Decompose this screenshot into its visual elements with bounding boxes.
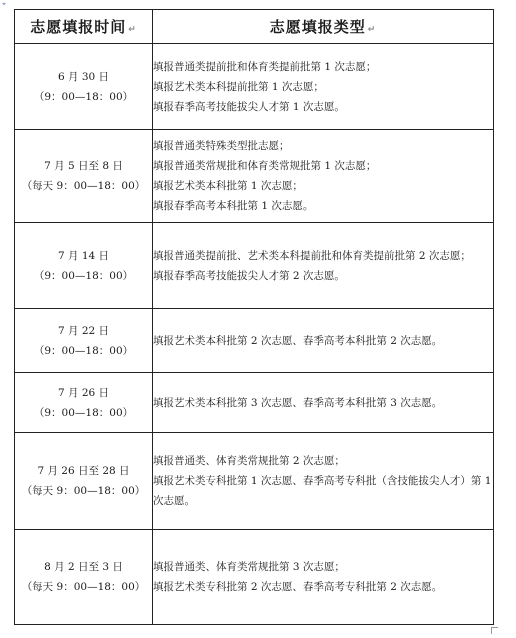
- type-cell: [153, 223, 494, 309]
- table-row: [15, 530, 494, 625]
- type-line: 填报普通类常规批和体育类常规批第 1 次志愿；: [153, 160, 377, 172]
- type-line: 填报春季高考技能拔尖人才第 1 次志愿。: [153, 100, 345, 113]
- type-cell: [153, 130, 494, 223]
- time-cell: [15, 44, 153, 130]
- hours-text: （9：00—18：00）: [33, 269, 134, 282]
- page-corner-mark: [491, 627, 498, 634]
- type-line: 填报艺术类专科批第 2 次志愿、春季高考专科批第 2 次志愿。: [153, 581, 443, 593]
- type-line: 填报春季高考技能拔尖人才第 2 次志愿。: [153, 269, 345, 282]
- date-text: 6 月 30 日: [57, 70, 110, 83]
- date-text: 7 月 5 日至 8 日: [44, 160, 123, 172]
- time-cell: [15, 309, 153, 373]
- admission-schedule-table: [14, 9, 494, 625]
- type-cell: [153, 530, 494, 625]
- hours-text: （每天 9：00—18：00）: [21, 581, 146, 593]
- hours-text: （9：00—18：00）: [33, 344, 134, 357]
- date-text: 8 月 2 日至 3 日: [44, 561, 123, 573]
- type-cell: [153, 309, 494, 373]
- table-row: [15, 130, 494, 223]
- type-cell: [153, 373, 494, 433]
- type-line: 填报艺术类本科批第 2 次志愿、春季高考本科批第 2 次志愿。: [153, 334, 443, 347]
- table-row: [15, 309, 494, 373]
- date-text: 7 月 22 日: [57, 324, 110, 337]
- type-line: 填报艺术类本科批第 1 次志愿；: [153, 180, 303, 192]
- date-text: 7 月 26 日至 28 日: [37, 465, 130, 477]
- type-line: 填报艺术类本科提前批第 1 次志愿；: [153, 80, 324, 93]
- time-cell: [15, 433, 153, 530]
- type-cell: [153, 433, 494, 530]
- table-header-row: [15, 10, 494, 44]
- type-line: 填报普通类提前批、艺术类本科提前批和体育类提前批第 2 次志愿；: [153, 249, 471, 262]
- hours-text: （每天 9：00—18：00）: [21, 485, 146, 497]
- hours-text: （9：00—18：00）: [33, 406, 134, 419]
- time-cell: [15, 530, 153, 625]
- type-line: 填报普通类、体育类常规批第 2 次志愿；: [153, 455, 345, 467]
- table-row: [15, 373, 494, 433]
- date-text: 7 月 14 日: [57, 249, 110, 262]
- time-cell: [15, 130, 153, 223]
- type-line: 填报艺术类本科批第 3 次志愿、春季高考本科批第 3 次志愿。: [153, 396, 443, 409]
- type-line: 填报春季高考本科批第 1 次志愿。: [153, 200, 314, 212]
- date-text: 7 月 26 日: [57, 386, 110, 399]
- hours-text: （每天 9：00—18：00）: [21, 180, 146, 192]
- hours-text: （9：00—18：00）: [33, 90, 134, 103]
- header-time: 志愿填报时间 ↵: [15, 10, 153, 44]
- type-line: 填报普通类提前批和体育类提前批第 1 次志愿；: [153, 60, 377, 73]
- time-cell: [15, 223, 153, 309]
- type-line: 填报艺术类专科批第 1 次志愿、春季高考专科批（含技能拔尖人才）第 1 次志愿。: [153, 475, 492, 507]
- type-line: 填报普通类特殊类型批志愿；: [153, 140, 290, 152]
- document-anchor-mark: ⌖: [2, 0, 6, 8]
- table-row: [15, 223, 494, 309]
- time-cell: [15, 373, 153, 433]
- type-line: 填报普通类、体育类常规批第 3 次志愿；: [153, 561, 345, 573]
- table-row: [15, 44, 494, 130]
- table-row: [15, 433, 494, 530]
- header-type: 志愿填报类型 ↵: [153, 10, 494, 44]
- type-cell: [153, 44, 494, 130]
